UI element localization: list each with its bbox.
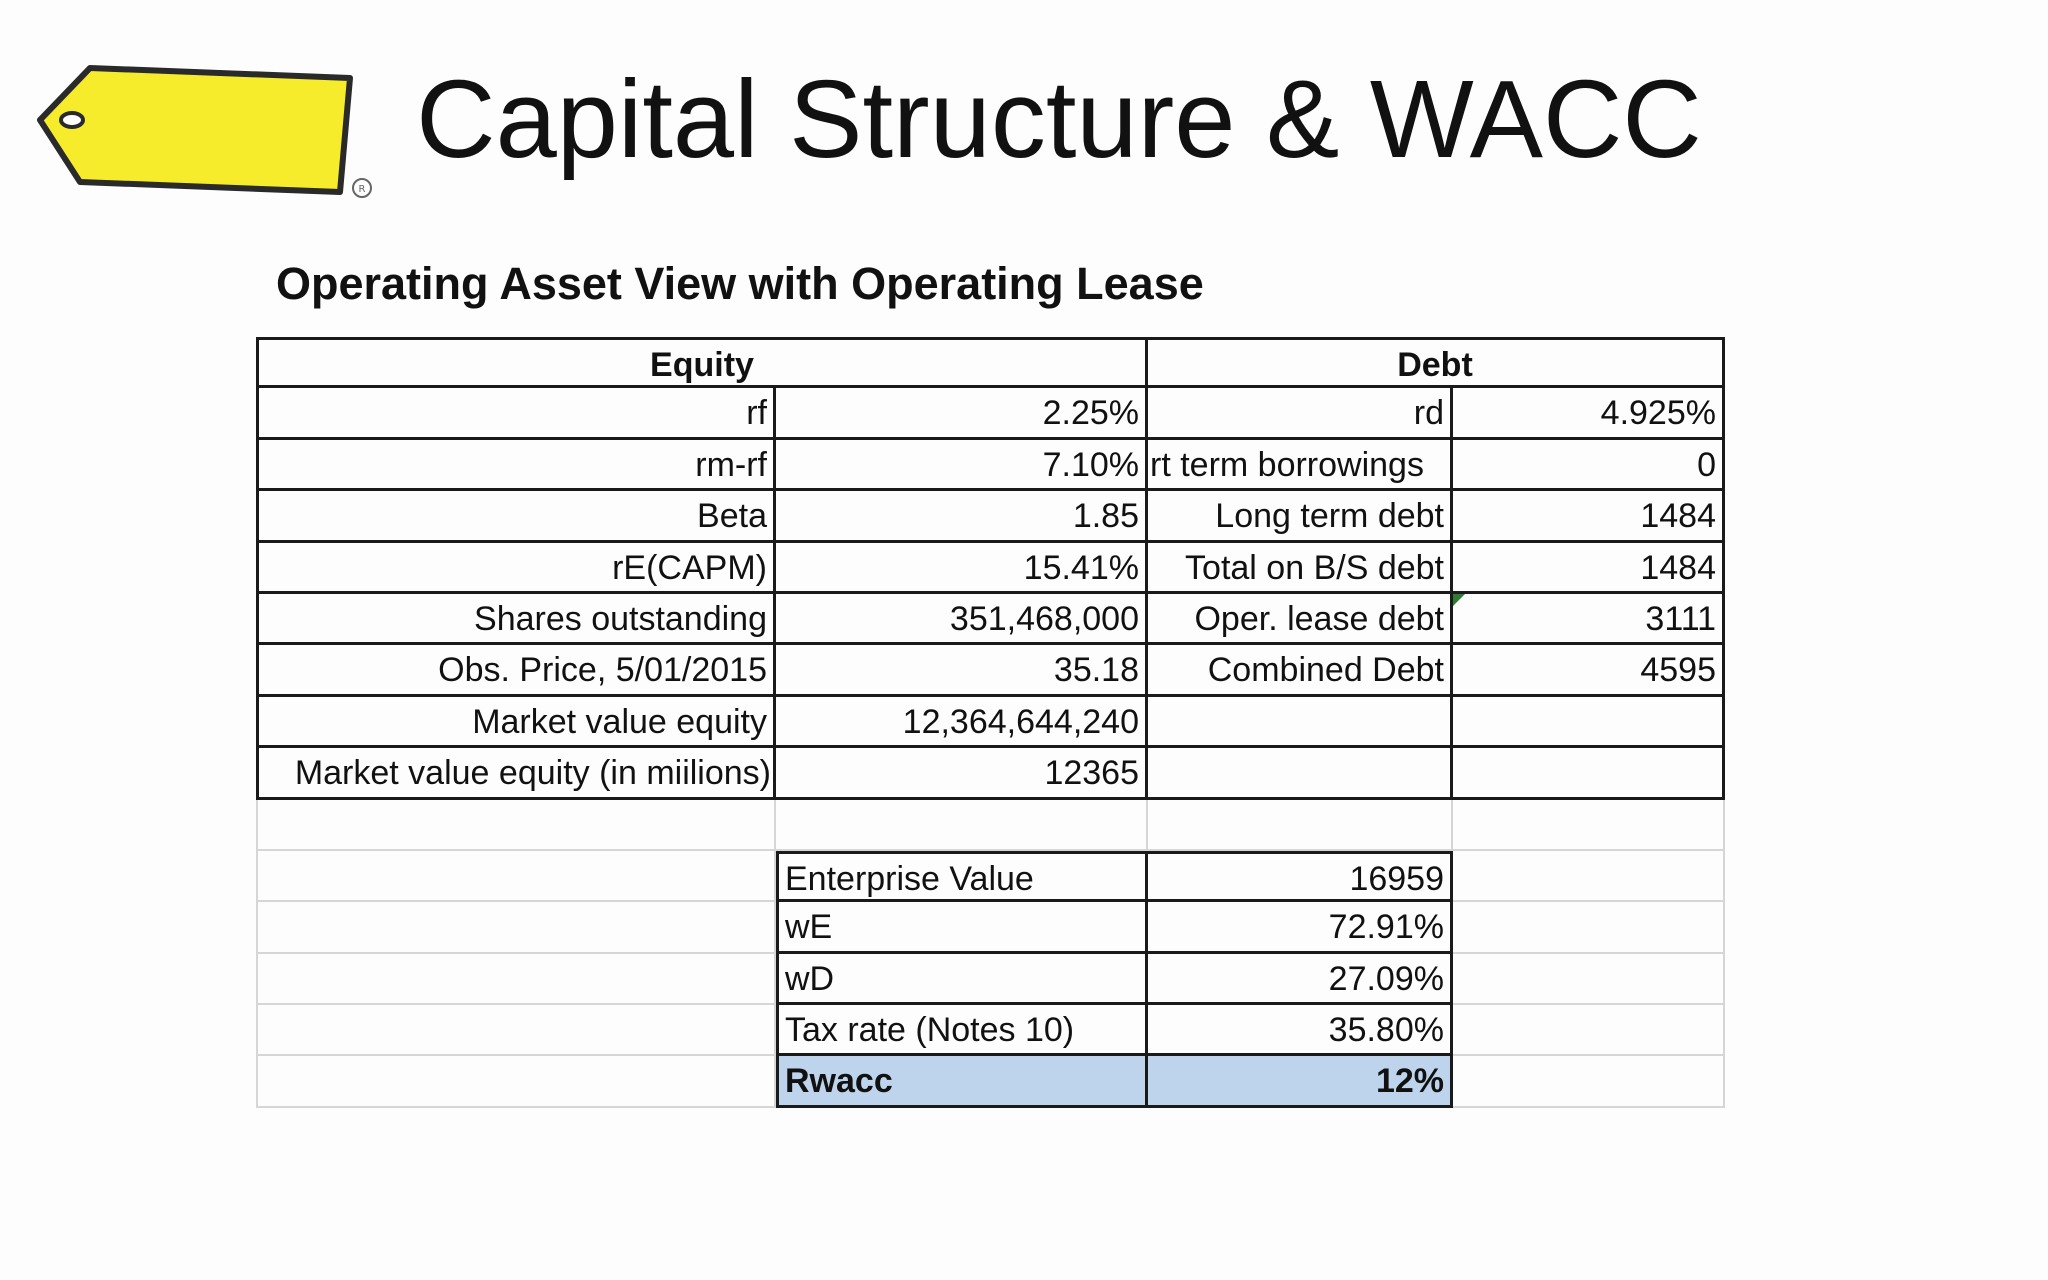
equity-value: 12365 [776, 748, 1148, 799]
rwacc-value: 12% [1148, 1056, 1453, 1107]
debt-label: Long term debt [1148, 491, 1453, 542]
summary-value: 72.91% [1148, 902, 1453, 953]
empty-cell [256, 902, 776, 953]
debt-header: Debt [1148, 337, 1725, 388]
debt-value [1453, 697, 1725, 748]
debt-label: Total on B/S debt [1148, 543, 1453, 594]
equity-value: 1.85 [776, 491, 1148, 542]
equity-label: rE(CAPM) [256, 543, 776, 594]
debt-label: rd [1148, 388, 1453, 439]
empty-cell [256, 800, 776, 851]
rwacc-label: Rwacc [776, 1056, 1148, 1107]
debt-value [1453, 748, 1725, 799]
summary-label: Tax rate (Notes 10) [776, 1005, 1148, 1056]
empty-cell [1453, 1056, 1725, 1107]
summary-value: 35.80% [1148, 1005, 1453, 1056]
debt-label: Combined Debt [1148, 645, 1453, 696]
equity-value: 2.25% [776, 388, 1148, 439]
empty-cell [1453, 902, 1725, 953]
empty-cell [256, 851, 776, 902]
debt-value: 1484 [1453, 543, 1725, 594]
wacc-table [256, 337, 1725, 1108]
empty-cell [1148, 800, 1453, 851]
equity-header: Equity [256, 337, 1148, 388]
equity-value: 35.18 [776, 645, 1148, 696]
empty-cell [1453, 954, 1725, 1005]
debt-label: Oper. lease debt [1148, 594, 1453, 645]
debt-value: 4.925% [1453, 388, 1725, 439]
empty-cell [776, 800, 1148, 851]
equity-label: rm-rf [256, 440, 776, 491]
equity-label: Market value equity [256, 697, 776, 748]
summary-value: 27.09% [1148, 954, 1453, 1005]
slide-subtitle: Operating Asset View with Operating Lease [276, 258, 1204, 309]
equity-value: 15.41% [776, 543, 1148, 594]
debt-value: 4595 [1453, 645, 1725, 696]
summary-value: 16959 [1148, 851, 1453, 902]
summary-label: wD [776, 954, 1148, 1005]
equity-label: Beta [256, 491, 776, 542]
debt-label [1148, 748, 1453, 799]
empty-cell [256, 1056, 776, 1107]
debt-label [1148, 697, 1453, 748]
summary-label: wE [776, 902, 1148, 953]
debt-label: rt term borrowings [1148, 440, 1453, 491]
empty-cell [1453, 800, 1725, 851]
slide-title: Capital Structure & WACC [416, 58, 1702, 181]
empty-cell [1453, 851, 1725, 902]
equity-label: rf [256, 388, 776, 439]
debt-value: 3111 [1453, 594, 1725, 645]
equity-value: 7.10% [776, 440, 1148, 491]
summary-label: Enterprise Value [776, 851, 1148, 902]
equity-value: 12,364,644,240 [776, 697, 1148, 748]
equity-value: 351,468,000 [776, 594, 1148, 645]
empty-cell [1453, 1005, 1725, 1056]
debt-value: 1484 [1453, 491, 1725, 542]
debt-value: 0 [1453, 440, 1725, 491]
equity-label: Market value equity (in miilions) [256, 748, 776, 799]
equity-label: Shares outstanding [256, 594, 776, 645]
empty-cell [256, 1005, 776, 1056]
svg-text:R: R [358, 184, 366, 195]
empty-cell [256, 954, 776, 1005]
equity-label: Obs. Price, 5/01/2015 [256, 645, 776, 696]
